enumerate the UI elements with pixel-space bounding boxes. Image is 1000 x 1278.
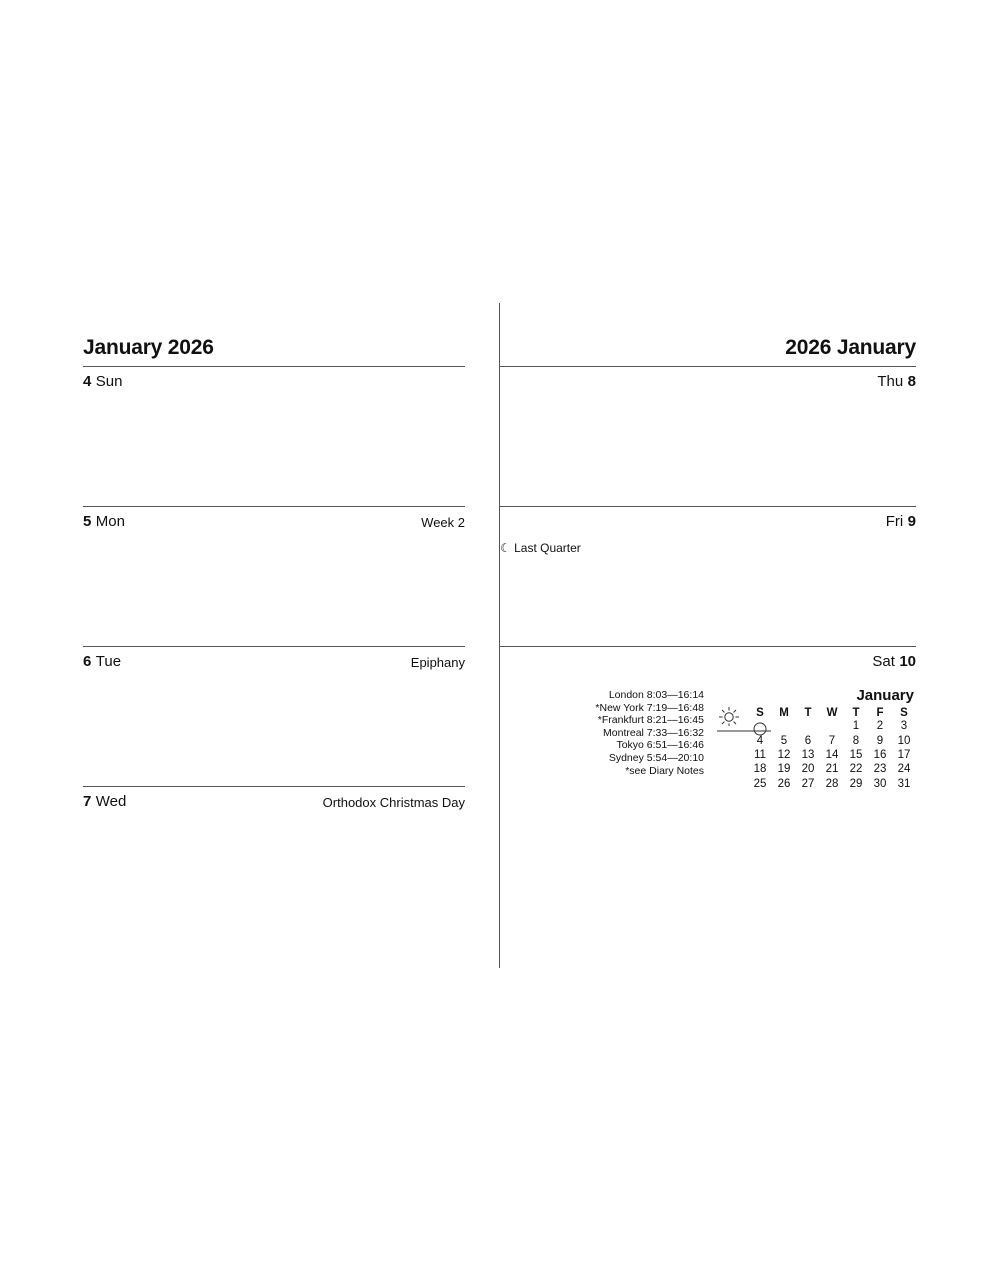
day-name: Thu [877,373,904,390]
day-header [83,647,465,679]
calendar-day-cell[interactable]: 5 [780,734,788,747]
calendar-day-cell[interactable]: 19 [777,763,791,776]
mini-calendar-week-row [748,719,916,733]
mini-calendar-week-row [748,777,916,791]
sun-time-montreal: Montreal 7:33—16:32 [603,726,704,739]
day-number: 8 [907,373,916,390]
right-page-title: 2026 January [785,336,916,359]
calendar-day-cell[interactable] [748,719,772,733]
calendar-day-cell[interactable] [796,719,820,733]
calendar-day-cell[interactable]: 21 [825,763,839,776]
right-title-row [500,303,951,366]
day-entry-fri[interactable] [500,506,916,646]
calendar-day-cell[interactable]: 4 [756,734,764,747]
sunrise-sunset-times [556,689,704,777]
calendar-day-cell[interactable]: 1 [852,720,860,733]
calendar-day-cell[interactable]: 8 [852,734,860,747]
calendar-day-cell[interactable] [772,719,796,733]
sun-time-sydney: Sydney 5:54—20:10 [608,751,704,764]
holiday-label: Epiphany [410,655,465,670]
day-name: Mon [95,513,125,530]
day-number: 10 [899,653,916,670]
sun-time-frankfurt: *Frankfurt 8:21—16:45 [597,714,704,727]
calendar-day-cell[interactable]: 22 [849,763,863,776]
holiday-label: Orthodox Christmas Day [322,795,465,810]
day-entry-wed[interactable] [83,786,465,926]
weekday-header-m: M [779,706,789,719]
mini-calendar-week-row [748,733,916,747]
day-entry-thu[interactable] [500,366,916,506]
day-entry-sat[interactable] [500,646,916,790]
calendar-day-cell[interactable]: 12 [777,748,791,761]
day-header [83,367,465,399]
diary-spread [48,303,951,968]
sun-time-tokyo: Tokyo 6:51—16:46 [616,739,704,752]
day-name: Tue [95,653,122,670]
day-entry-sun[interactable] [83,366,465,506]
bottom-info-panel [500,679,916,819]
right-page [500,303,951,968]
moon-phase-label: ☾ Last Quarter [500,541,581,555]
calendar-day-cell[interactable]: 9 [876,734,884,747]
calendar-day-cell[interactable]: 16 [873,748,887,761]
day-header [500,507,916,539]
calendar-day-cell[interactable]: 23 [873,763,887,776]
calendar-day-cell[interactable]: 6 [804,734,812,747]
calendar-day-cell[interactable]: 25 [753,777,767,790]
sun-time-new-york: *New York 7:19—16:48 [595,701,704,714]
mini-calendar-week-row [748,748,916,762]
mini-calendar-table [748,706,916,791]
day-name: Wed [95,793,127,810]
calendar-day-cell[interactable]: 3 [900,720,908,733]
weekday-header-s: S [756,706,764,719]
calendar-day-cell[interactable]: 20 [801,763,815,776]
calendar-day-cell[interactable]: 18 [753,763,767,776]
diary-notes-footnote: *see Diary Notes [625,764,704,777]
day-header [83,787,465,819]
calendar-day-cell[interactable]: 13 [801,748,815,761]
day-name: Sat [872,653,895,670]
calendar-day-cell[interactable]: 11 [754,748,766,761]
sun-time-london: London 8:03—16:14 [608,689,704,701]
day-name: Fri [885,513,904,530]
weekday-header-th: T [852,706,860,719]
day-number: 5 [83,513,92,530]
left-title-row [48,303,499,366]
calendar-day-cell[interactable]: 15 [849,748,863,761]
calendar-day-cell[interactable]: 17 [897,748,911,761]
week-number-label: Week 2 [421,515,465,530]
calendar-day-cell[interactable]: 14 [825,748,839,761]
calendar-day-cell[interactable]: 27 [801,777,815,790]
mini-calendar-week-row [748,762,916,776]
calendar-day-cell[interactable]: 28 [825,777,839,790]
day-entry-mon[interactable] [83,506,465,646]
calendar-day-cell[interactable]: 24 [897,763,911,776]
calendar-day-cell[interactable]: 29 [849,777,863,790]
calendar-day-cell[interactable]: 10 [897,734,911,747]
weekday-header-w: W [826,706,838,719]
calendar-day-cell[interactable]: 30 [873,777,887,790]
calendar-day-cell[interactable]: 31 [897,777,911,790]
weekday-header-sa: S [900,706,908,719]
day-number: 7 [83,793,92,810]
calendar-day-cell[interactable]: 7 [828,734,836,747]
left-page [48,303,500,968]
left-page-title: January 2026 [83,336,214,359]
mini-calendar-month: January [856,687,914,704]
calendar-day-cell[interactable]: 2 [876,720,884,733]
calendar-day-cell[interactable]: 26 [777,777,791,790]
day-header [83,507,465,539]
day-header [500,647,916,679]
mini-calendar-header-row [748,706,916,719]
day-header [500,367,916,399]
mini-calendar [748,687,916,791]
calendar-day-cell[interactable] [820,719,844,733]
day-entry-tue[interactable] [83,646,465,786]
weekday-header-f: F [876,706,884,719]
day-number: 9 [907,513,916,530]
day-number: 4 [83,373,92,390]
day-number: 6 [83,653,92,670]
weekday-header-t: T [804,706,812,719]
day-name: Sun [95,373,123,390]
